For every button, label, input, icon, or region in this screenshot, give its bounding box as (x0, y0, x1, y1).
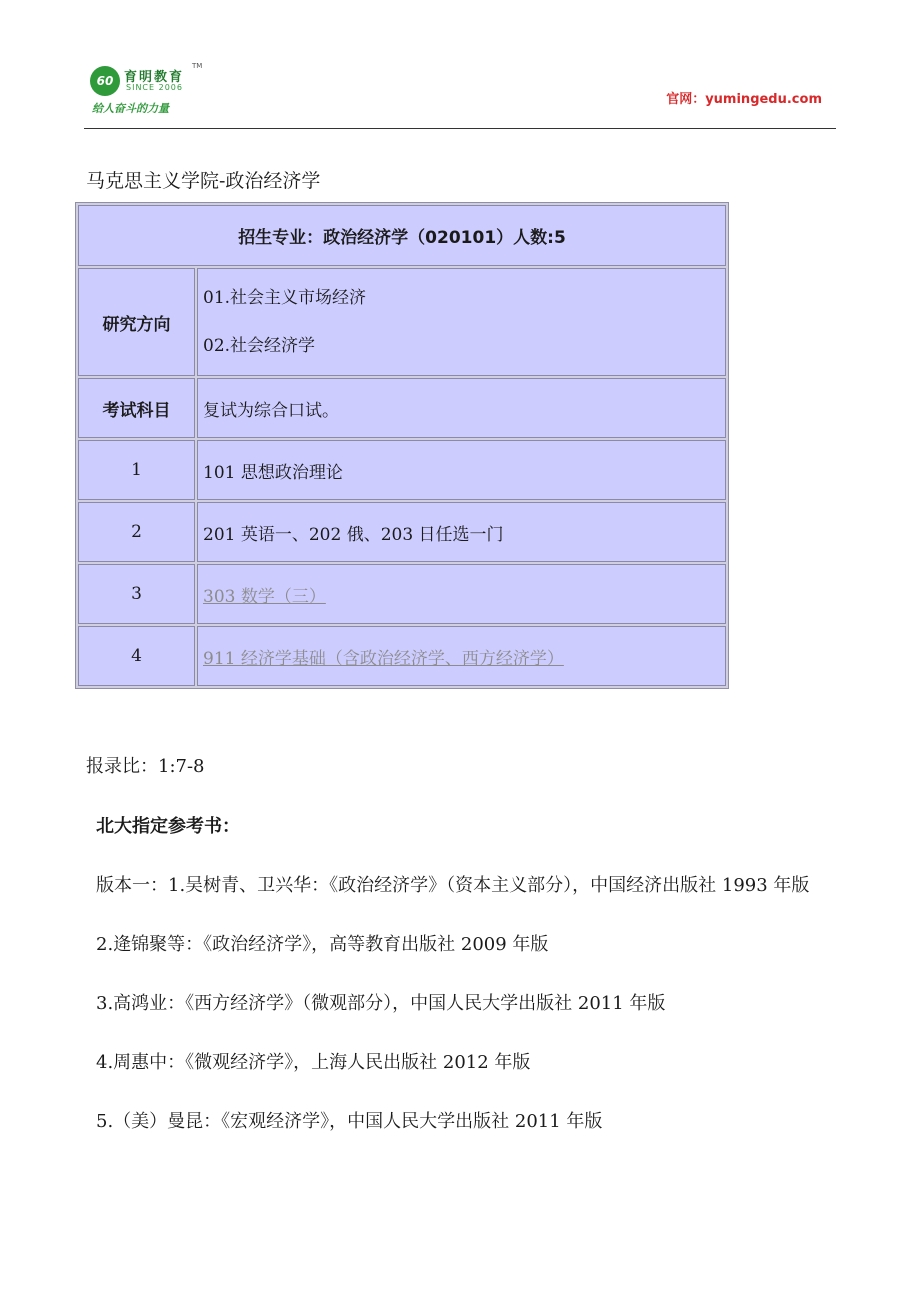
subject-number: 1 (78, 440, 195, 500)
direction-item: 01.社会主义市场经济 (203, 288, 367, 308)
admission-ratio: 报录比：1:7-8 (86, 756, 205, 777)
logo-slogan: 给人奋斗的力量 (92, 102, 169, 115)
subject-cell (197, 626, 726, 686)
subject-link[interactable]: 303 数学（三） (203, 586, 326, 607)
subject-name: 201 英语一、202 俄、203 日任选一门 (197, 502, 726, 562)
reference-item: 3.高鸿业：《西方经济学》（微观部分），中国人民大学出版社 2011 年版 (96, 993, 666, 1014)
reference-item: 5.（美）曼昆：《宏观经济学》，中国人民大学出版社 2011 年版 (96, 1111, 603, 1132)
subject-number: 2 (78, 502, 195, 562)
site-url[interactable]: 官网：yumingedu.com (666, 92, 822, 107)
header-divider (84, 128, 836, 129)
direction-list (197, 268, 726, 376)
exam-label: 考试科目 (78, 378, 195, 438)
reference-item: 2.逄锦聚等：《政治经济学》，高等教育出版社 2009 年版 (96, 934, 549, 955)
reference-item: 4.周惠中：《微观经济学》，上海人民出版社 2012 年版 (96, 1052, 531, 1073)
page-header (84, 60, 836, 130)
references-title: 北大指定参考书： (96, 816, 240, 837)
logo-since: SINCE 2006 (126, 83, 183, 92)
logo-emblem: 60 (90, 66, 120, 96)
subject-link[interactable]: 911 经济学基础（含政治经济学、西方经济学） (203, 648, 564, 669)
table-header: 招生专业：政治经济学（020101）人数:5 (78, 205, 726, 266)
direction-label: 研究方向 (78, 268, 195, 376)
section-title: 马克思主义学院-政治经济学 (86, 170, 321, 192)
subject-cell (197, 564, 726, 624)
direction-item: 02.社会经济学 (203, 336, 316, 356)
reference-item: 版本一：1.吴树青、卫兴华：《政治经济学》（资本主义部分），中国经济出版社 1993 年版 (96, 875, 810, 896)
references-list (96, 862, 836, 1157)
subject-name: 101 思想政治理论 (197, 440, 726, 500)
subject-number: 4 (78, 626, 195, 686)
logo-name: 育明教育 (124, 70, 185, 85)
exam-note: 复试为综合口试。 (197, 378, 726, 438)
admission-table (75, 202, 729, 689)
logo-trademark: TM (192, 62, 203, 70)
subject-number: 3 (78, 564, 195, 624)
